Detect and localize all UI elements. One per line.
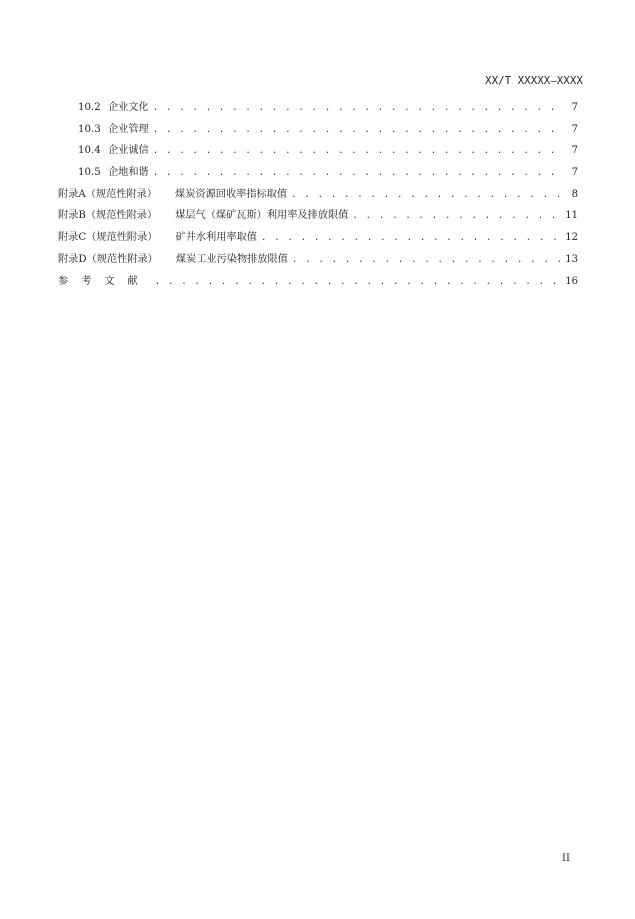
toc-appendix-label: 附录A（规范性附录） <box>58 188 158 200</box>
dot-leader <box>153 166 560 180</box>
toc-page-number: 11 <box>565 210 578 222</box>
dot-leader <box>261 231 560 245</box>
dot-leader <box>153 123 560 137</box>
page-number-footer: II <box>562 853 570 864</box>
toc-page-number: 7 <box>571 145 578 157</box>
dot-leader <box>153 101 560 115</box>
toc-entry-10-3[interactable] <box>58 123 578 145</box>
toc-section-number: 10.5 <box>78 167 101 179</box>
toc-section-title: 企业管理 <box>108 123 149 135</box>
dot-leader <box>352 209 560 223</box>
document-code-header: XX/T XXXXX—XXXX <box>485 75 583 87</box>
toc-entry-appendix-b[interactable] <box>58 209 578 231</box>
dot-leader <box>292 253 560 267</box>
toc-section-number: 10.4 <box>78 145 101 157</box>
toc-appendix-title: 煤炭工业污染物排放限值 <box>175 253 288 265</box>
toc-entry-appendix-a[interactable] <box>58 188 578 210</box>
toc-page-number: 7 <box>571 102 578 113</box>
toc-references-title: 参考文献 <box>58 275 151 287</box>
toc-appendix-title: 矿井水利用率取值 <box>175 232 257 244</box>
toc-page-number: 7 <box>571 167 578 179</box>
dot-leader <box>291 188 560 202</box>
toc-appendix-title: 煤层气（煤矿瓦斯）利用率及排放限值 <box>175 210 349 222</box>
toc-section-title: 企业诚信 <box>108 145 149 157</box>
toc-entry-appendix-d[interactable] <box>58 253 578 275</box>
toc-entry-10-2[interactable] <box>58 101 578 123</box>
toc-page-number: 13 <box>565 253 578 265</box>
table-of-contents <box>58 101 578 296</box>
toc-entry-appendix-c[interactable] <box>58 231 578 253</box>
toc-page-number: 16 <box>565 275 578 287</box>
dot-leader <box>153 144 560 158</box>
toc-appendix-label: 附录D（规范性附录） <box>58 253 158 265</box>
toc-section-title: 企地和谐 <box>108 167 149 179</box>
toc-entry-references[interactable] <box>58 275 578 297</box>
toc-appendix-label: 附录C（规范性附录） <box>58 232 158 244</box>
toc-entry-10-4[interactable] <box>58 144 578 166</box>
dot-leader <box>155 275 560 289</box>
toc-appendix-label: 附录B（规范性附录） <box>58 210 158 222</box>
toc-page-number: 7 <box>571 123 578 135</box>
toc-appendix-title: 煤炭资源回收率指标取值 <box>175 188 288 200</box>
toc-entry-10-5[interactable] <box>58 166 578 188</box>
toc-section-number: 10.2 <box>78 102 101 113</box>
toc-section-title: 企业文化 <box>108 102 149 113</box>
toc-page-number: 12 <box>565 232 578 244</box>
toc-section-number: 10.3 <box>78 123 101 135</box>
toc-page-number: 8 <box>571 188 578 200</box>
